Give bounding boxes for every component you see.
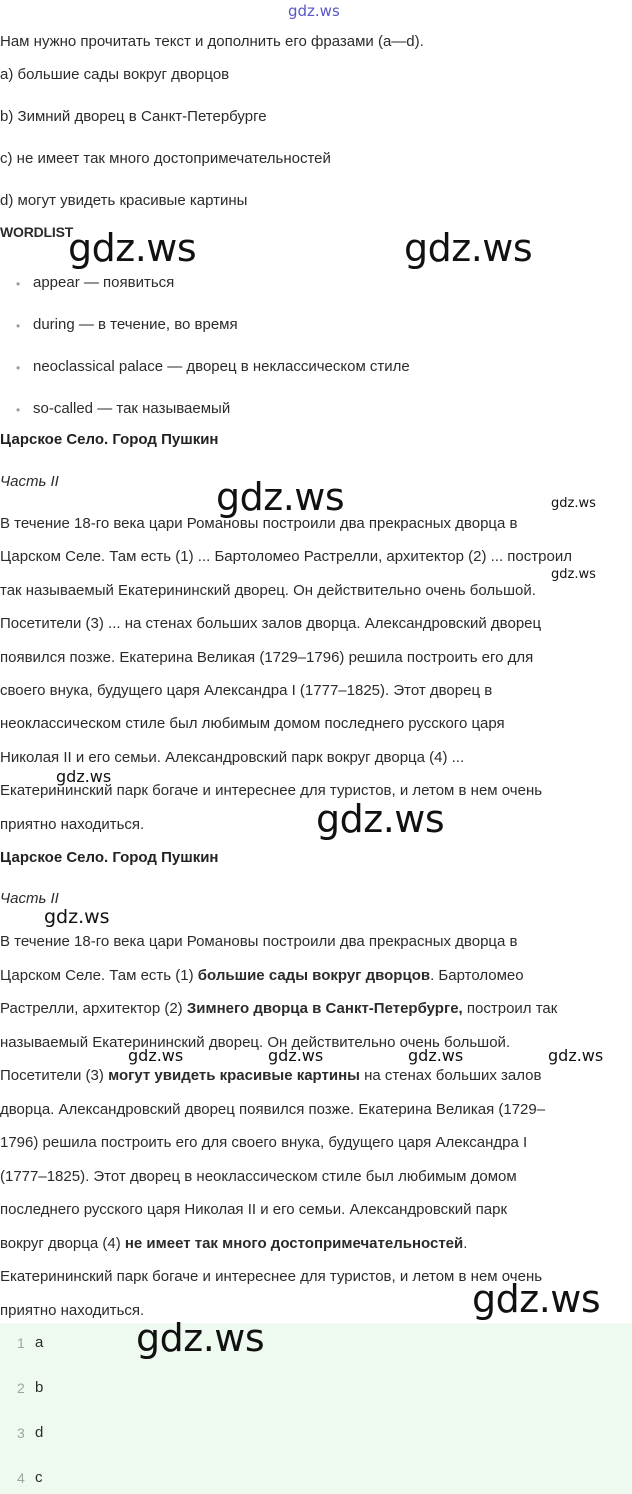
watermark: gdz.ws <box>316 797 445 841</box>
passage-text: вокруг дворца (4) <box>0 1234 125 1252</box>
passage-line <box>0 1235 467 1252</box>
answer-fill: не имеет так много достопримечательностей <box>124 1234 464 1252</box>
passage-line <box>0 1302 144 1319</box>
watermark: gdz.ws <box>56 767 112 786</box>
watermark: gdz.ws <box>551 496 596 511</box>
passage-text: . Бартоломео <box>430 966 524 984</box>
wordlist-item: neoclassical palace — дворец в неклассическом стиле <box>33 358 410 375</box>
passage-line <box>0 1134 527 1151</box>
watermark: gdz.ws <box>551 567 596 582</box>
watermark: gdz.ws <box>216 475 345 519</box>
passage-line: Николая II и его семьи. Александровский парк вокруг дворца (4) ... <box>0 748 465 766</box>
passage-text: Екатерининский парк богаче и интереснее для туристов, и летом в нем очень <box>0 1268 543 1285</box>
passage-text: Растрелли, архитектор (2) <box>0 1000 187 1017</box>
option-a: a) большие сады вокруг дворцов <box>0 66 230 83</box>
answer-fill: большие сады вокруг дворцов <box>197 966 431 984</box>
watermark: gdz.ws <box>268 1046 324 1065</box>
bullet-icon: • <box>16 403 21 417</box>
section-part: Часть II <box>0 473 59 490</box>
passage-text: дворца. Александровский дворец появился позже. Екатерина Великая (1729– <box>0 1100 546 1118</box>
passage-text: 1796) решила построить его для своего внука, будущего царя Александра I <box>0 1134 528 1151</box>
passage-text: . <box>463 1234 468 1252</box>
answer-value: a <box>35 1334 44 1351</box>
passage-text: Посетители (3) <box>0 1067 109 1084</box>
intro-text: Нам нужно прочитать текст и дополнить его фразами (a—d). <box>0 33 424 50</box>
passage-line: неоклассическом стиле был любимым домом последнего русского царя <box>0 715 505 733</box>
passage-line: Царском Селе. Там есть (1) ... Бартоломео Растрелли, архитектор (2) ... построил <box>0 548 572 566</box>
answer-fill: могут увидеть красивые картины <box>108 1067 360 1084</box>
site-logo-link[interactable]: gdz.ws <box>288 2 340 20</box>
wordlist-title: WORDLIST <box>0 224 74 240</box>
answer-number: 2 <box>17 1380 25 1396</box>
passage-line: появился позже. Екатерина Великая (1729–1796) решила построить его для <box>0 648 534 666</box>
passage-line <box>0 1101 545 1118</box>
wordlist-item: so-called — так называемый <box>33 400 231 417</box>
watermark: gdz.ws <box>472 1277 601 1321</box>
section-title: Царское Село. Город Пушкин <box>0 849 219 866</box>
bullet-icon: • <box>16 361 21 375</box>
answers-panel <box>0 1323 632 1494</box>
passage-line: Посетители (3) ... на стенах больших залов дворца. Александровский дворец <box>0 615 542 633</box>
watermark: gdz.ws <box>548 1046 604 1065</box>
passage-text: построил так <box>462 1000 558 1017</box>
passage-line <box>0 1201 507 1218</box>
passage-line: своего внука, будущего царя Александра I (1777–1825). Этот дворец в <box>0 682 493 699</box>
bullet-icon: • <box>16 319 21 333</box>
answer-number: 4 <box>17 1470 25 1486</box>
passage-line: В течение 18-го века цари Романовы построили два прекрасных дворца в <box>0 515 518 532</box>
passage-line <box>0 1268 542 1285</box>
option-c: c) не имеет так много достопримечательностей <box>0 150 331 167</box>
passage-text: Царском Селе. Там есть (1) <box>0 966 198 984</box>
section-title: Царское Село. Город Пушкин <box>0 431 219 448</box>
option-b: b) Зимний дворец в Санкт-Петербурге <box>0 108 267 125</box>
answer-value: d <box>35 1424 44 1441</box>
bullet-icon: • <box>16 277 21 291</box>
passage-line: приятно находиться. <box>0 815 145 833</box>
option-d: d) могут увидеть красивые картины <box>0 192 248 209</box>
watermark: gdz.ws <box>136 1316 265 1360</box>
passage-line: так называемый Екатерининский дворец. Он действительно очень большой. <box>0 581 536 599</box>
watermark: gdz.ws <box>404 226 533 270</box>
passage-text: называемый Екатерининский дворец. Он действительно очень большой. <box>0 1033 511 1051</box>
passage-line <box>0 967 524 984</box>
passage-text: приятно находиться. <box>0 1301 145 1319</box>
wordlist-item: during — в течение, во время <box>33 316 238 333</box>
section-part: Часть II <box>0 890 59 907</box>
answer-fill: Зимнего дворца в Санкт-Петербурге, <box>186 1000 463 1017</box>
answer-number: 3 <box>17 1425 25 1441</box>
passage-line: Екатерининский парк богаче и интереснее для туристов, и летом в нем очень <box>0 782 543 800</box>
watermark: gdz.ws <box>408 1046 464 1065</box>
watermark: gdz.ws <box>44 906 110 928</box>
watermark: gdz.ws <box>128 1046 184 1065</box>
passage-line <box>0 1067 541 1084</box>
passage-text: В течение 18-го века цари Романовы построили два прекрасных дворца в <box>0 933 518 950</box>
answer-value: b <box>35 1379 44 1396</box>
answer-value: c <box>35 1469 43 1486</box>
passage-line <box>0 1000 557 1017</box>
passage-text: (1777–1825). Этот дворец в неоклассическом стиле был любимым домом <box>0 1167 517 1185</box>
answer-number: 1 <box>17 1335 25 1351</box>
passage-line <box>0 933 518 950</box>
wordlist-item: appear — появиться <box>33 274 175 291</box>
watermark: gdz.ws <box>68 226 197 270</box>
passage-text: последнего русского царя Николая II и его семьи. Александровский парк <box>0 1201 508 1218</box>
passage-line <box>0 1168 517 1185</box>
passage-text: на стенах больших залов <box>359 1067 542 1084</box>
